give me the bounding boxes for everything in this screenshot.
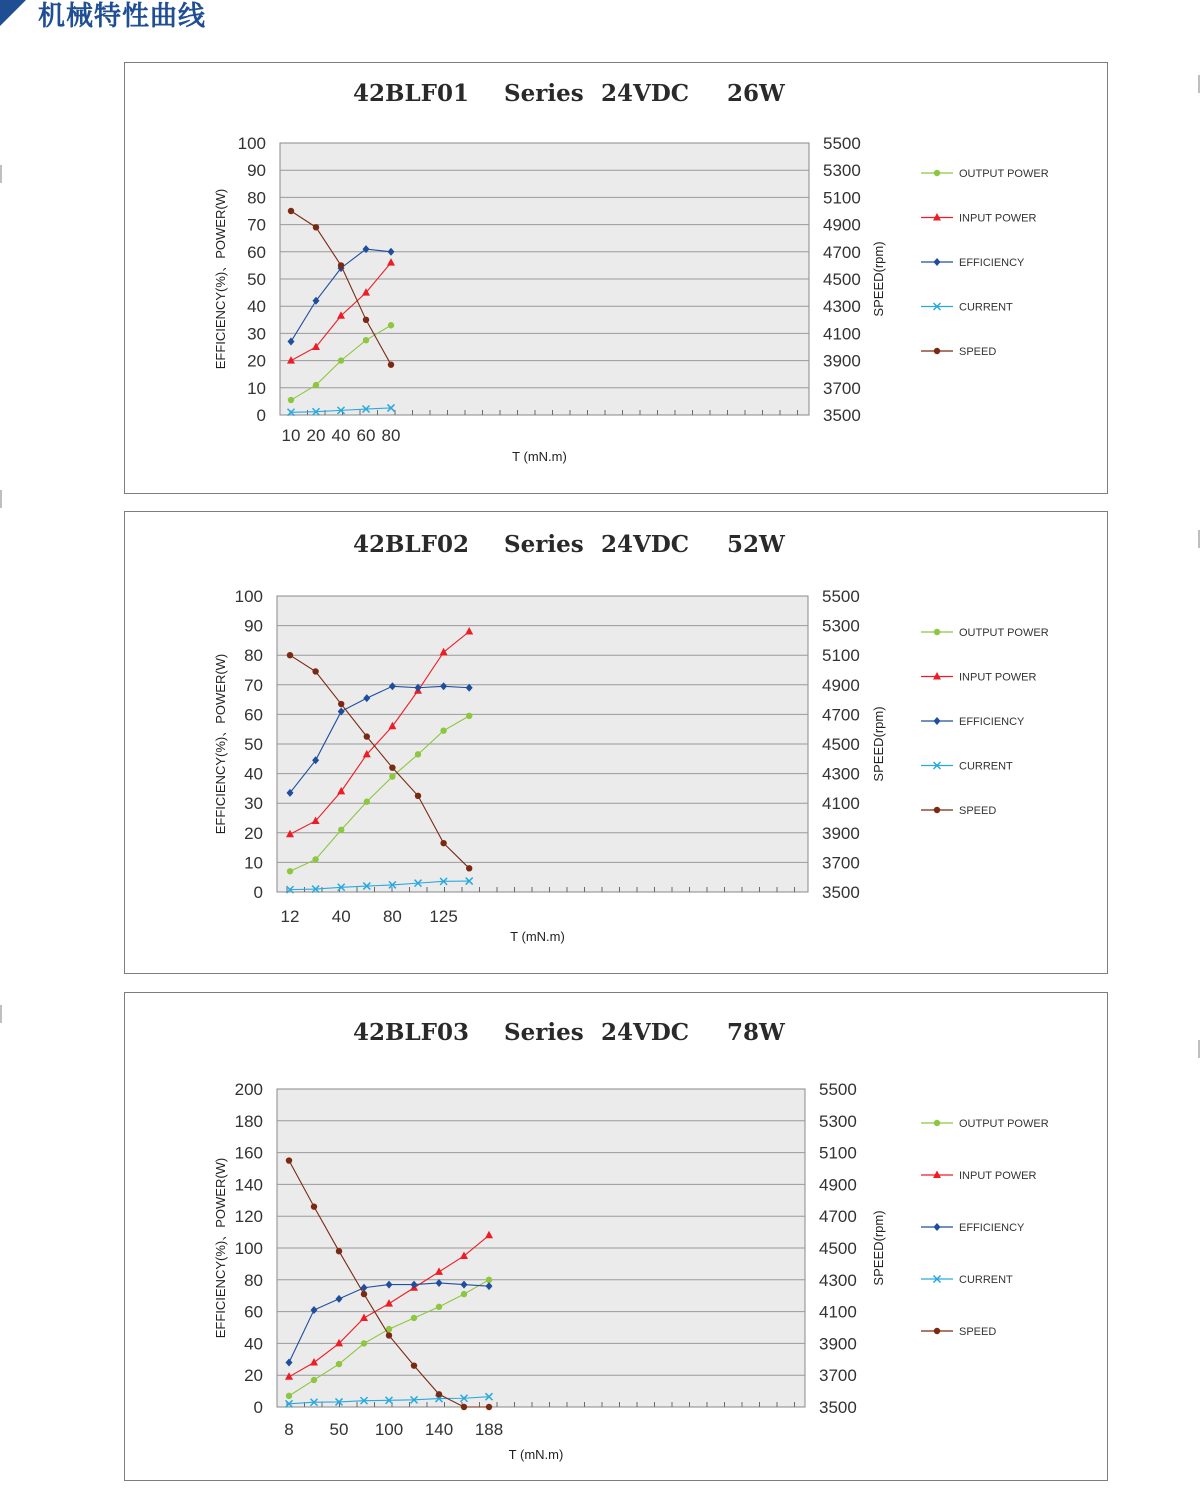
y2-axis-title: SPEED(rpm) xyxy=(871,1210,886,1286)
y2-tick-label: 4900 xyxy=(823,215,861,235)
data-point-output-power xyxy=(461,1291,467,1297)
data-point-speed xyxy=(288,208,294,214)
x-axis-title: T (mN.m) xyxy=(510,929,565,944)
x-tick-label: 8 xyxy=(284,1420,294,1439)
x-tick-label: 40 xyxy=(331,907,351,926)
y2-tick-label: 4300 xyxy=(823,297,861,317)
page-edge-mark xyxy=(0,1005,2,1023)
legend-item-input-power xyxy=(921,672,1036,684)
chart-panel-42blf01 xyxy=(124,62,1108,494)
data-point-speed xyxy=(361,1291,367,1297)
data-point-speed xyxy=(461,1404,467,1410)
legend-item-current xyxy=(921,761,1013,773)
y-tick-label: 30 xyxy=(247,324,266,344)
y-axis-title: EFFICIENCY(%)、POWER(W) xyxy=(213,653,228,835)
y-tick-label: 40 xyxy=(244,1334,263,1354)
legend-label: EFFICIENCY xyxy=(959,716,1025,728)
legend-label: INPUT POWER xyxy=(959,1170,1037,1182)
y-tick-label: 140 xyxy=(234,1175,263,1195)
y-tick-label: 180 xyxy=(234,1111,263,1131)
x-tick-label: 50 xyxy=(329,1420,349,1439)
x-tick-label: 140 xyxy=(424,1420,454,1439)
page-edge-mark xyxy=(0,165,2,183)
y-tick-label: 20 xyxy=(244,823,263,843)
legend-item-efficiency xyxy=(921,257,1025,269)
y2-tick-label: 4100 xyxy=(819,1302,857,1322)
chart-title-part: 24VDC xyxy=(601,80,690,107)
y-tick-label: 30 xyxy=(244,794,263,814)
x-tick-label: 80 xyxy=(382,907,402,926)
chart-title-part: 42BLF01 xyxy=(353,80,469,107)
legend-label: INPUT POWER xyxy=(959,212,1037,225)
section-header xyxy=(0,0,600,40)
legend-item-output-power xyxy=(921,168,1049,180)
legend-item-current xyxy=(921,302,1013,314)
x-tick-label: 40 xyxy=(331,426,351,445)
x-axis-title: T (mN.m) xyxy=(508,1447,564,1462)
y2-tick-label: 4500 xyxy=(819,1239,857,1258)
y-tick-label: 80 xyxy=(244,1270,263,1290)
y2-tick-label: 5100 xyxy=(823,188,861,208)
data-point-speed xyxy=(386,1332,392,1338)
legend-item-output-power xyxy=(921,627,1049,639)
data-point-output-power xyxy=(338,357,344,363)
y-tick-label: 10 xyxy=(247,378,266,398)
data-point-speed xyxy=(287,652,293,658)
legend-input-power-icon xyxy=(933,1171,941,1179)
y2-tick-label: 4300 xyxy=(819,1270,857,1290)
data-point-output-power xyxy=(436,1304,442,1310)
data-point-speed xyxy=(338,262,344,268)
legend-label: OUTPUT POWER xyxy=(959,168,1049,180)
y2-tick-label: 5100 xyxy=(822,646,860,666)
legend-input-power-icon xyxy=(933,213,941,221)
y-tick-label: 20 xyxy=(244,1366,263,1386)
data-point-speed xyxy=(311,1203,317,1209)
chart-title-part: 42BLF02 xyxy=(353,531,469,558)
data-point-output-power xyxy=(486,1277,492,1283)
data-point-speed xyxy=(364,733,370,739)
data-point-output-power xyxy=(288,397,294,403)
legend-label: OUTPUT POWER xyxy=(959,627,1049,639)
data-point-output-power xyxy=(411,1315,417,1321)
y-tick-label: 0 xyxy=(253,1398,263,1417)
y-tick-label: 100 xyxy=(234,587,263,606)
y2-tick-label: 5100 xyxy=(819,1143,857,1163)
data-point-speed xyxy=(436,1391,442,1397)
legend-speed-icon xyxy=(934,1328,940,1334)
legend-speed-icon xyxy=(934,807,940,813)
legend-label: SPEED xyxy=(959,1326,997,1338)
y-tick-label: 200 xyxy=(234,1080,263,1099)
data-point-speed xyxy=(286,1157,292,1163)
y2-tick-label: 4700 xyxy=(819,1207,857,1227)
data-point-output-power xyxy=(361,1340,367,1346)
chart-title-part: Series xyxy=(504,80,584,107)
x-tick-label: 80 xyxy=(381,426,401,445)
legend-label: SPEED xyxy=(959,805,997,817)
y-tick-label: 160 xyxy=(234,1143,263,1163)
data-point-speed xyxy=(312,668,318,674)
data-point-speed xyxy=(440,840,446,846)
y2-tick-label: 4500 xyxy=(823,270,861,289)
legend-item-current xyxy=(921,1274,1013,1286)
y-tick-label: 90 xyxy=(247,161,266,181)
chart-panel-42blf02 xyxy=(124,511,1108,974)
data-point-speed xyxy=(486,1404,492,1410)
y-axis-title: EFFICIENCY(%)、POWER(W) xyxy=(213,188,228,370)
y2-tick-label: 4500 xyxy=(822,735,860,754)
y-tick-label: 120 xyxy=(234,1207,263,1227)
chart-title-part: Series xyxy=(504,1019,584,1046)
data-point-output-power xyxy=(466,713,472,719)
y2-tick-label: 3900 xyxy=(819,1334,857,1354)
y-tick-label: 60 xyxy=(244,705,263,725)
y-tick-label: 0 xyxy=(256,406,266,425)
x-tick-label: 10 xyxy=(281,426,301,445)
y-tick-label: 80 xyxy=(247,188,266,208)
data-point-speed xyxy=(336,1248,342,1254)
legend-item-input-power xyxy=(921,1170,1036,1182)
section-title: 机械特性曲线 xyxy=(38,1,206,32)
x-tick-label: 20 xyxy=(306,426,326,445)
y-tick-label: 40 xyxy=(247,297,266,317)
y2-tick-label: 3700 xyxy=(819,1366,857,1386)
data-point-output-power xyxy=(313,382,319,388)
x-tick-label: 125 xyxy=(429,907,458,926)
y-tick-label: 50 xyxy=(247,270,266,289)
data-point-output-power xyxy=(286,1393,292,1399)
legend-label: CURRENT xyxy=(959,760,1013,773)
legend-efficiency-icon xyxy=(934,1223,941,1231)
data-point-output-power xyxy=(311,1377,317,1383)
y-tick-label: 60 xyxy=(244,1302,263,1322)
y2-tick-label: 3700 xyxy=(823,378,861,398)
data-point-output-power xyxy=(389,773,395,779)
y-tick-label: 20 xyxy=(247,351,266,371)
legend-input-power-icon xyxy=(933,672,941,680)
data-point-output-power xyxy=(363,337,369,343)
y2-tick-label: 5300 xyxy=(819,1111,857,1131)
chart-title-part: 26W xyxy=(727,80,785,107)
legend-output-power-icon xyxy=(934,170,940,176)
x-tick-label: 12 xyxy=(280,907,300,926)
legend-efficiency-icon xyxy=(934,258,941,266)
y2-tick-label: 5300 xyxy=(823,161,861,181)
y2-tick-label: 3500 xyxy=(822,883,860,902)
data-point-speed xyxy=(388,361,394,367)
data-point-speed xyxy=(313,224,319,230)
legend-label: SPEED xyxy=(959,346,997,358)
y2-tick-label: 3900 xyxy=(822,823,860,843)
legend-label: CURRENT xyxy=(959,1274,1013,1286)
y2-tick-label: 4300 xyxy=(822,764,860,784)
data-point-output-power xyxy=(336,1361,342,1367)
y-tick-label: 100 xyxy=(234,1239,263,1258)
data-point-output-power xyxy=(415,751,421,757)
chart-title-part: 52W xyxy=(727,531,785,558)
chart-title-part: Series xyxy=(504,531,584,558)
y-tick-label: 90 xyxy=(244,616,263,636)
y2-tick-label: 5500 xyxy=(823,134,861,153)
data-point-output-power xyxy=(440,727,446,733)
header-triangle-icon xyxy=(0,0,26,26)
legend-efficiency-icon xyxy=(934,717,941,725)
y-tick-label: 10 xyxy=(244,853,263,873)
y-tick-label: 40 xyxy=(244,764,263,784)
y2-tick-label: 5300 xyxy=(822,616,860,636)
y2-tick-label: 4700 xyxy=(823,242,861,262)
y-tick-label: 50 xyxy=(244,735,263,754)
y2-tick-label: 3500 xyxy=(823,406,861,425)
y2-tick-label: 3500 xyxy=(819,1398,857,1417)
y-tick-label: 100 xyxy=(237,134,266,153)
x-tick-label: 188 xyxy=(474,1420,504,1439)
legend-item-speed xyxy=(921,1326,996,1338)
chart-title-part: 42BLF03 xyxy=(353,1019,469,1046)
y-tick-label: 70 xyxy=(247,215,266,235)
chart-svg xyxy=(125,63,1109,495)
data-point-speed xyxy=(389,764,395,770)
legend-label: OUTPUT POWER xyxy=(959,1118,1049,1130)
y2-axis-title: SPEED(rpm) xyxy=(871,241,886,317)
legend-label: INPUT POWER xyxy=(959,671,1037,684)
x-tick-label: 60 xyxy=(356,426,376,445)
x-axis-title: T (mN.m) xyxy=(512,449,567,464)
y2-tick-label: 4100 xyxy=(823,324,861,344)
data-point-output-power xyxy=(338,827,344,833)
chart-panel-42blf03 xyxy=(124,992,1108,1481)
y2-tick-label: 4100 xyxy=(822,794,860,814)
legend-item-efficiency xyxy=(921,716,1025,728)
legend-label: EFFICIENCY xyxy=(959,257,1025,269)
data-point-speed xyxy=(466,865,472,871)
legend-label: CURRENT xyxy=(959,301,1013,314)
y2-tick-label: 3900 xyxy=(823,351,861,371)
y2-tick-label: 4900 xyxy=(819,1175,857,1195)
y-axis-title: EFFICIENCY(%)、POWER(W) xyxy=(213,1157,228,1339)
legend-item-speed xyxy=(921,805,996,817)
chart-title-part: 24VDC xyxy=(601,531,690,558)
y-tick-label: 70 xyxy=(244,675,263,695)
legend-label: EFFICIENCY xyxy=(959,1222,1025,1234)
y-tick-label: 80 xyxy=(244,646,263,666)
y2-tick-label: 4700 xyxy=(822,705,860,725)
legend-output-power-icon xyxy=(934,1120,940,1126)
data-point-speed xyxy=(415,793,421,799)
data-point-speed xyxy=(411,1362,417,1368)
y2-tick-label: 4900 xyxy=(822,675,860,695)
legend-item-speed xyxy=(921,346,996,358)
y2-axis-title: SPEED(rpm) xyxy=(871,706,886,782)
data-point-output-power xyxy=(312,856,318,862)
y2-tick-label: 5500 xyxy=(819,1080,857,1099)
data-point-speed xyxy=(338,701,344,707)
y-tick-label: 0 xyxy=(253,883,263,902)
data-point-output-power xyxy=(388,322,394,328)
y-tick-label: 60 xyxy=(247,242,266,262)
chart-svg xyxy=(125,512,1109,975)
legend-item-input-power xyxy=(921,213,1036,225)
legend-item-output-power xyxy=(921,1118,1049,1130)
y2-tick-label: 5500 xyxy=(822,587,860,606)
chart-title-part: 24VDC xyxy=(601,1019,690,1046)
page-edge-mark xyxy=(0,490,2,508)
data-point-speed xyxy=(363,317,369,323)
legend-speed-icon xyxy=(934,348,940,354)
legend-item-efficiency xyxy=(921,1222,1025,1234)
data-point-output-power xyxy=(364,799,370,805)
x-tick-label: 100 xyxy=(374,1420,404,1439)
chart-svg xyxy=(125,993,1109,1482)
data-point-output-power xyxy=(287,868,293,874)
y2-tick-label: 3700 xyxy=(822,853,860,873)
chart-title-part: 78W xyxy=(727,1019,785,1046)
legend-output-power-icon xyxy=(934,629,940,635)
